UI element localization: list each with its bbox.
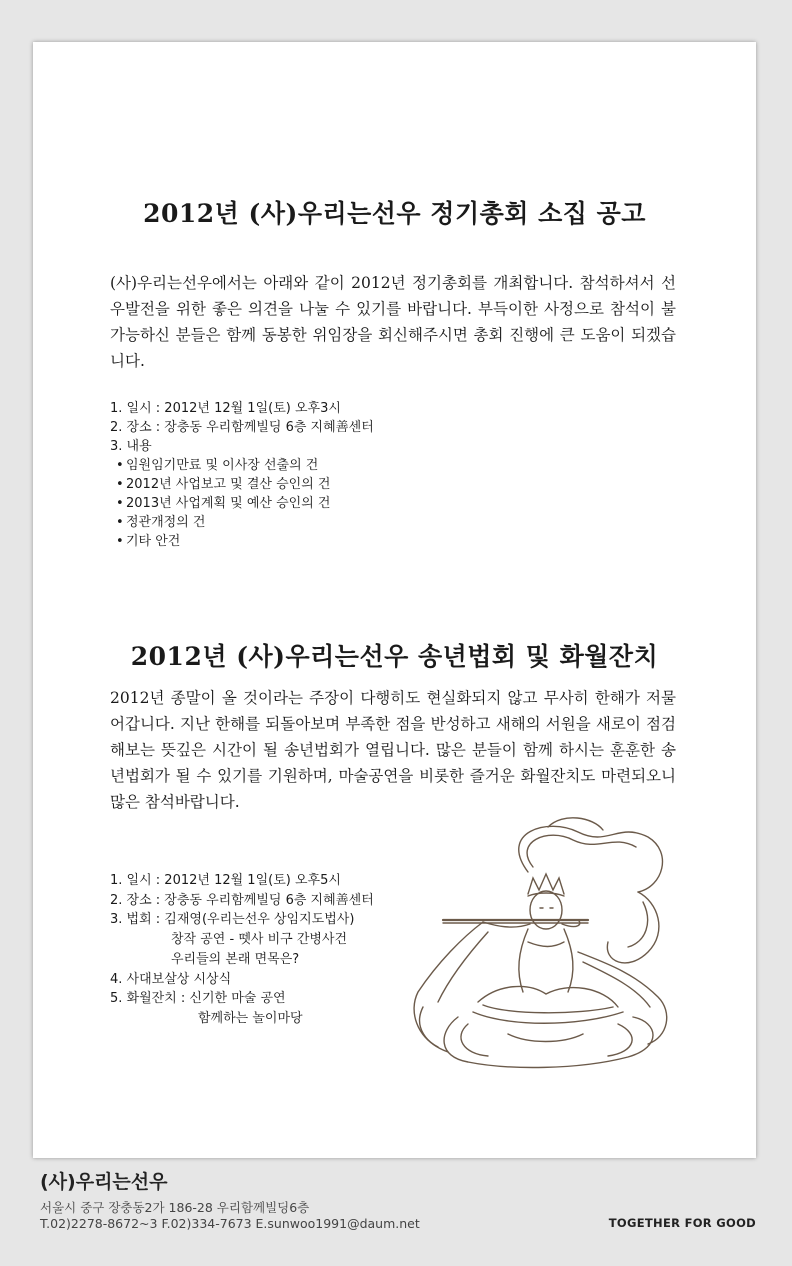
event-paragraph: 2012년 종말이 올 것이라는 주장이 다행히도 현실화되지 않고 무사히 한해가 저물어갑니다. 지난 한해를 되돌아보며 부족한 점을 반성하고 새해의 서원을 새로이 점검해보는 뜻깊은 시간이 될 송년법회가 열립니다. 많은 분들이 함께 하시는 훈훈한 송년법회가 될 수 있기를 기원하며, 마술공연을 비롯한 즐거운 화월잔치도 마련되오니 많은 참석바랍니다.: [110, 689, 676, 811]
notice-document: [33, 42, 756, 1158]
notice-place: 2. 장소 : 장충동 우리함께빌딩 6층 지혜善센터: [110, 420, 374, 435]
notice-date: 1. 일시 : 2012년 12월 1일(토) 오후3시: [110, 401, 341, 416]
event-party: 5. 화월잔치 : 신기한 마술 공연: [110, 991, 286, 1007]
agenda-item: • 2013년 사업계획 및 예산 승인의 건: [110, 494, 374, 513]
footer-slogan: TOGETHER FOR GOOD: [608, 1216, 756, 1230]
flute-player-illustration: [378, 812, 688, 1072]
event-dharma-talk: 3. 법회 : 김재영(우리는선우 상임지도법사): [110, 912, 355, 928]
event-title: 2012년 (사)우리는선우 송년법회 및 화월잔치: [130, 642, 659, 671]
agenda-item: • 2012년 사업보고 및 결산 승인의 건: [110, 475, 374, 494]
agenda-item: • 기타 안건: [110, 532, 374, 551]
notice-paragraph: (사)우리는선우에서는 아래와 같이 2012년 정기총회를 개최합니다. 참석하셔서 선우발전을 위한 좋은 의견을 나눌 수 있기를 바랍니다. 부득이한 사정으로 참석이 불가능하신 분들은 함께 동봉한 위임장을 회신해주시면 총회 진행에 큰 도움이 되겠습니다.: [110, 274, 676, 370]
footer-org-name: (사)우리는선우: [40, 1171, 168, 1193]
event-date: 1. 일시 : 2012년 12월 1일(토) 오후5시: [110, 873, 341, 888]
agenda-item: • 정관개정의 건: [110, 513, 374, 532]
event-details: [110, 871, 374, 1029]
event-award: 4. 사대보살상 시상식: [110, 971, 232, 987]
footer-address: 서울시 중구 장충동2가 186-28 우리함께빌딩6층: [40, 1200, 310, 1215]
footer-contact: T.02)2278-8672~3 F.02)334-7673 E.sunwoo1991@daum.net: [40, 1216, 420, 1231]
event-party-activity: 함께하는 놀이마당: [198, 1010, 303, 1026]
notice-content-heading: 3. 내용: [110, 439, 152, 454]
event-dharma-talk-performance: 창작 공연 - 뗏사 비구 간병사건: [171, 932, 348, 948]
notice-title: 2012년 (사)우리는선우 정기총회 소집 공고: [143, 199, 646, 228]
agenda-item: • 임원임기만료 및 이사장 선출의 건: [110, 456, 374, 475]
event-place: 2. 장소 : 장충동 우리함께빌딩 6층 지혜善센터: [110, 892, 374, 908]
notice-details: [110, 399, 374, 551]
event-dharma-talk-subtitle: 우리들의 본래 면목은?: [171, 951, 300, 967]
